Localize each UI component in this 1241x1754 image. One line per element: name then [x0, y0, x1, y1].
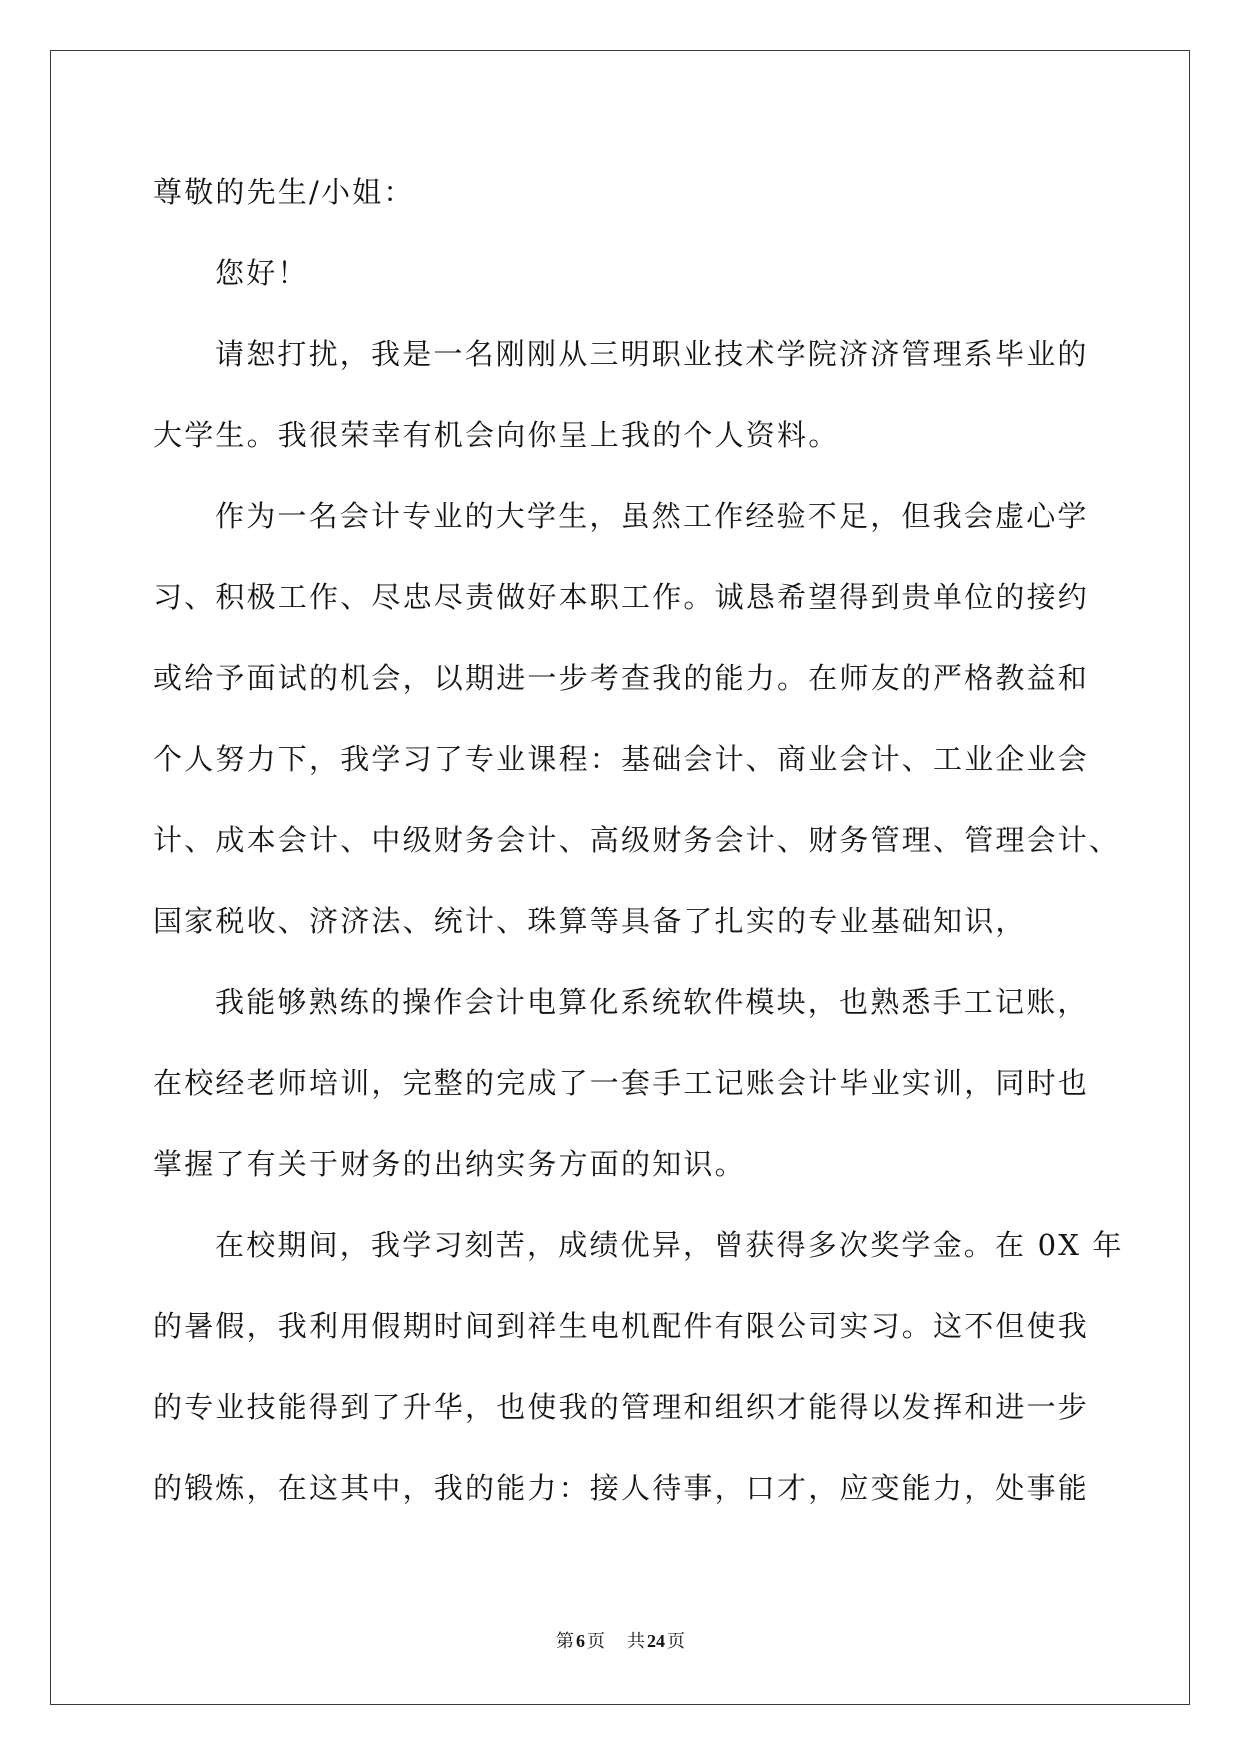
paragraph	[153, 1205, 1143, 1529]
text-line: 您好！	[215, 256, 309, 290]
text-line: 或给予面试的机会，以期进一步考查我的能力。在师友的严格教益和	[153, 661, 1090, 695]
text-line: 在校经老师培训，完整的完成了一套手工记账会计毕业实训，同时也	[153, 1066, 1090, 1100]
total-prefix: 共	[627, 1631, 645, 1651]
text-line: 习、积极工作、尽忠尽责做好本职工作。诚恳希望得到贵单位的接约	[153, 580, 1090, 614]
total-page-count: 24	[647, 1631, 665, 1651]
text-line: 的专业技能得到了升华，也使我的管理和组织才能得以发挥和进一步	[153, 1390, 1090, 1424]
salutation	[153, 152, 1143, 233]
page-prefix: 第	[556, 1631, 574, 1651]
text-line: 国家税收、济济法、统计、珠算等具备了扎实的专业基础知识，	[153, 904, 1027, 938]
text-line: 请恕打扰，我是一名刚刚从三明职业技术学院济济管理系毕业的	[215, 337, 1089, 371]
text-line: 的锻炼，在这其中，我的能力：接人待事，口才，应变能力，处事能	[153, 1471, 1090, 1505]
text-line: 尊敬的先生/小姐：	[153, 175, 415, 209]
paragraph	[153, 233, 1143, 314]
text-line: 个人努力下，我学习了专业课程：基础会计、商业会计、工业企业会	[153, 742, 1090, 776]
paragraph	[153, 476, 1143, 962]
text-line: 在校期间，我学习刻苦，成绩优异，曾获得多次奖学金。在 0X 年	[215, 1228, 1124, 1262]
page-footer	[0, 1629, 1241, 1653]
text-line: 的暑假，我利用假期时间到祥生电机配件有限公司实习。这不但使我	[153, 1309, 1090, 1343]
text-line: 我能够熟练的操作会计电算化系统软件模块，也熟悉手工记账，	[215, 985, 1089, 1019]
text-line: 作为一名会计专业的大学生，虽然工作经验不足，但我会虚心学	[215, 499, 1089, 533]
text-line: 计、成本会计、中级财务会计、高级财务会计、财务管理、管理会计、	[153, 823, 1121, 857]
text-line: 大学生。我很荣幸有机会向你呈上我的个人资料。	[153, 418, 840, 452]
total-unit: 页	[667, 1631, 685, 1651]
page-unit: 页	[587, 1631, 605, 1651]
paragraph	[153, 962, 1143, 1205]
letter-body	[153, 152, 1143, 1529]
current-page-number: 6	[576, 1631, 585, 1651]
paragraph	[153, 314, 1143, 476]
text-line: 掌握了有关于财务的出纳实务方面的知识。	[153, 1147, 746, 1181]
